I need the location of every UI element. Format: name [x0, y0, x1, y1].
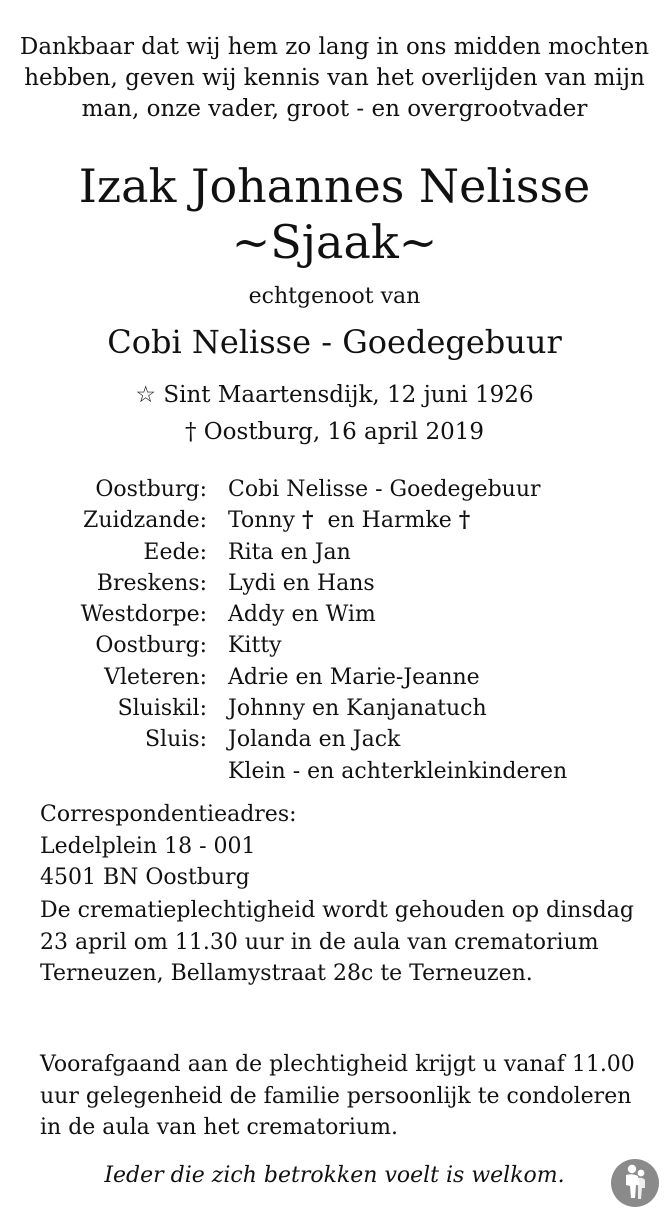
- spouse-name: Cobi Nelisse - Goedegebuur: [107, 323, 562, 361]
- family-place: Sluiskil:: [117, 696, 207, 722]
- family-row: [0, 599, 669, 630]
- intro-text: Dankbaar dat wij hem zo lang in ons midden mochten hebben, geven wij kennis van het overlijden van mijn man, onze vader, groot - en overgrootvader: [19, 34, 650, 122]
- family-row: [0, 693, 669, 724]
- family-names: Lydi en Hans: [228, 570, 375, 596]
- correspondence-label: Correspondentieadres:: [40, 802, 297, 827]
- family-names: Klein - en achterkleinkinderen: [228, 758, 568, 784]
- family-place: Eede:: [143, 539, 207, 565]
- family-row: [0, 662, 669, 693]
- correspondence-city: 4501 BN Oostburg: [40, 865, 250, 890]
- ceremony-text: De crematieplechtigheid wordt gehouden op dinsdag 23 april om 11.30 uur in de aula van crematorium Terneuzen, Bellamystraat 28c te Terneuzen.: [40, 898, 634, 986]
- family-names: Rita en Jan: [228, 539, 351, 565]
- family-names: Kitty: [228, 633, 282, 659]
- family-place: Zuidzande:: [83, 508, 207, 534]
- correspondence-address: [40, 799, 297, 894]
- correspondence-street: Ledelplein 18 - 001: [40, 833, 256, 859]
- embracing-figures-icon: [610, 1158, 660, 1208]
- family-list: [0, 474, 669, 787]
- deceased-nickname: ~Sjaak~: [231, 215, 438, 269]
- family-row: [0, 537, 669, 568]
- family-row: [0, 505, 669, 536]
- welcome-text: Ieder die zich betrokken voelt is welkom.: [104, 1163, 565, 1188]
- family-name-harmke: en Harmke: [327, 508, 452, 534]
- family-row: [0, 568, 669, 599]
- family-names: Jolanda en Jack: [228, 727, 401, 753]
- dagger-icon: †: [301, 507, 314, 534]
- family-place: Breskens:: [96, 570, 207, 596]
- family-row: [0, 474, 669, 505]
- family-row: [0, 756, 669, 787]
- family-names: [228, 505, 470, 536]
- condolence-text: Voorafgaand aan de plechtigheid krijgt u vanaf 11.00 uur gelegenheid de familie persoonlijk te condoleren in de aula van het crematorium.: [40, 1052, 635, 1140]
- family-place: Oostburg:: [95, 633, 207, 659]
- family-place: Oostburg:: [95, 477, 207, 502]
- family-names: Johnny en Kanjanatuch: [228, 696, 487, 722]
- dagger-icon: †: [458, 507, 471, 534]
- death-line: † Oostburg, 16 april 2019: [185, 419, 484, 445]
- spouse-label: echtgenoot van: [248, 284, 421, 309]
- deceased-name: Izak Johannes Nelisse: [78, 159, 591, 213]
- family-row: [0, 724, 669, 755]
- family-place: Vleteren:: [104, 664, 207, 690]
- family-place: Sluis:: [144, 727, 207, 753]
- family-names: Addy en Wim: [228, 602, 376, 628]
- family-place: Westdorpe:: [80, 602, 207, 628]
- family-names: Adrie en Marie-Jeanne: [228, 664, 480, 690]
- birth-line: ☆ Sint Maartensdijk, 12 juni 1926: [135, 382, 534, 408]
- family-name-tonny: Tonny: [228, 508, 295, 534]
- family-names: Cobi Nelisse - Goedegebuur: [228, 477, 541, 502]
- family-row: [0, 630, 669, 661]
